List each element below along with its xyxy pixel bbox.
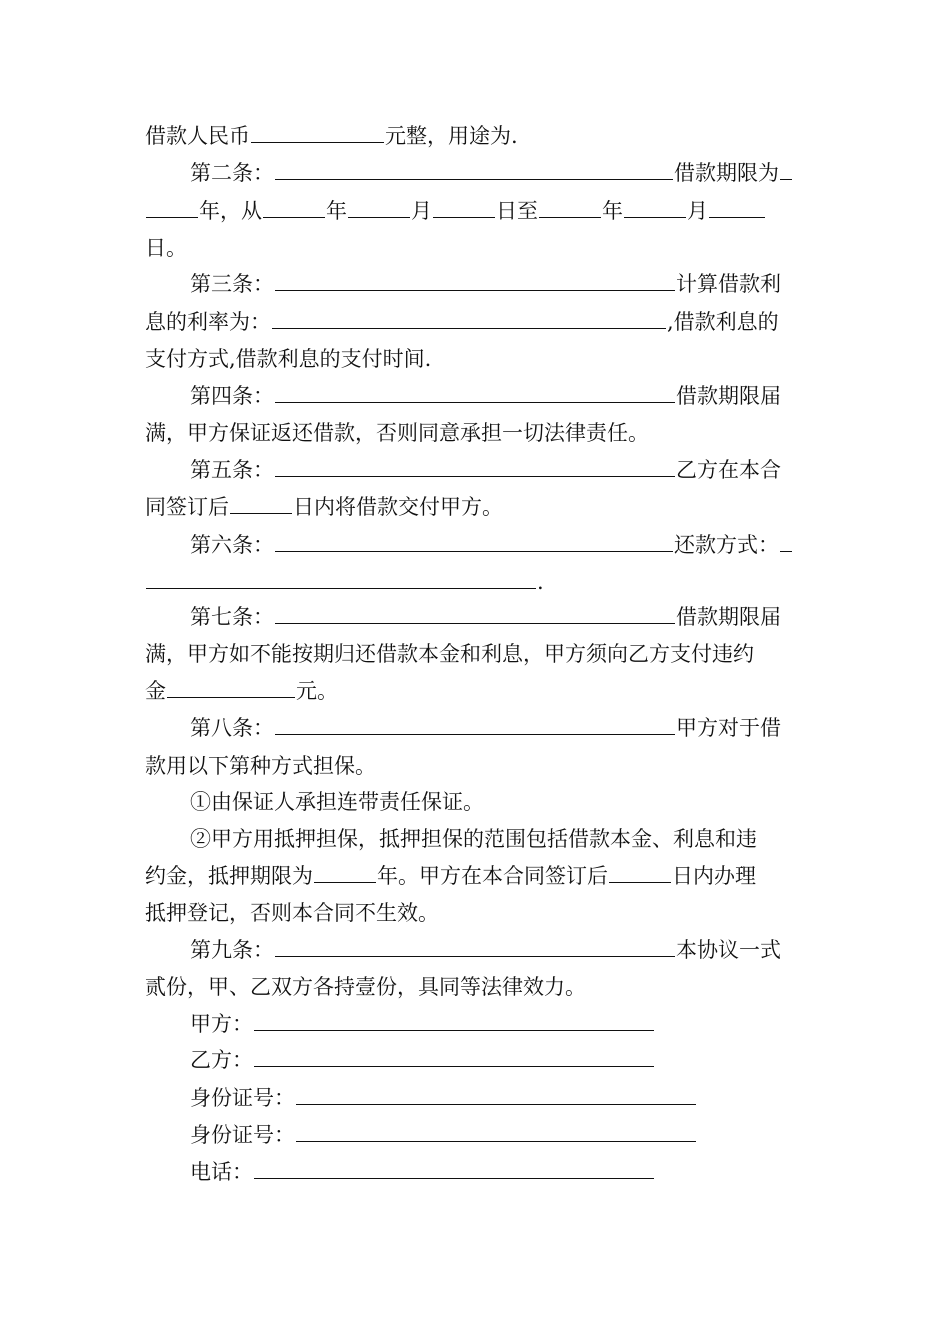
start-month-blank[interactable] bbox=[348, 199, 410, 218]
article-8-line bbox=[190, 716, 781, 742]
text: 年。甲方在本合同签订后 bbox=[377, 864, 608, 888]
registration-days-blank[interactable] bbox=[609, 864, 671, 883]
text: 第六条： bbox=[190, 533, 274, 557]
amount-blank[interactable] bbox=[251, 124, 384, 143]
text: 第七条： bbox=[190, 605, 274, 629]
start-year-blank[interactable] bbox=[263, 199, 325, 218]
start-day-blank[interactable] bbox=[433, 199, 495, 218]
text: 元。 bbox=[296, 679, 338, 703]
text: 借款人民币 bbox=[145, 124, 250, 148]
interest-rate-blank[interactable] bbox=[272, 310, 666, 329]
party-b-field[interactable] bbox=[254, 1048, 654, 1067]
penalty-line bbox=[145, 679, 338, 705]
loan-term-dates-line bbox=[145, 199, 766, 225]
text-line bbox=[190, 790, 484, 816]
text-line bbox=[145, 901, 439, 927]
text: ,借款利息的 bbox=[667, 310, 779, 334]
text: 乙方在本合 bbox=[676, 458, 781, 482]
text: 月 bbox=[687, 199, 708, 223]
text: 第三条： bbox=[190, 272, 274, 296]
term-years-blank[interactable] bbox=[146, 199, 198, 218]
text: 日至 bbox=[496, 199, 538, 223]
id-number-line-1 bbox=[190, 1086, 697, 1112]
text-line bbox=[145, 754, 376, 780]
id-number-line-2 bbox=[190, 1123, 697, 1149]
text: 息的利率为： bbox=[145, 310, 271, 334]
text: 计算借款利 bbox=[676, 272, 781, 296]
repayment-blank-start[interactable] bbox=[780, 533, 792, 552]
text: 身份证号： bbox=[190, 1086, 295, 1110]
text: 还款方式： bbox=[674, 533, 779, 557]
text: 借款期限届 bbox=[676, 384, 781, 408]
text: 年 bbox=[326, 199, 347, 223]
text: ②甲方用抵押担保，抵押担保的范围包括借款本金、利息和违 bbox=[190, 827, 757, 851]
article-8-blank[interactable] bbox=[275, 716, 675, 735]
text: 甲方对于借 bbox=[676, 716, 781, 740]
text: . bbox=[537, 570, 544, 594]
text: 支付方式,借款利息的支付时间. bbox=[145, 347, 432, 371]
text: 年，从 bbox=[199, 199, 262, 223]
article-7-line bbox=[190, 605, 781, 631]
text: 身份证号： bbox=[190, 1123, 295, 1147]
interest-rate-line bbox=[145, 310, 779, 336]
delivery-days-blank[interactable] bbox=[230, 495, 292, 514]
party-a-line bbox=[190, 1012, 655, 1038]
delivery-days-line bbox=[145, 495, 503, 521]
id-number-field-2[interactable] bbox=[296, 1123, 696, 1142]
text: 电话： bbox=[190, 1160, 253, 1184]
mortgage-term-line bbox=[145, 864, 756, 890]
phone-field[interactable] bbox=[254, 1160, 654, 1179]
text: 金 bbox=[145, 679, 166, 703]
text-line bbox=[145, 421, 649, 447]
phone-line bbox=[190, 1160, 655, 1186]
article-5-blank[interactable] bbox=[275, 458, 675, 477]
text: 日。 bbox=[145, 236, 187, 260]
text: 第九条： bbox=[190, 938, 274, 962]
text: 第八条： bbox=[190, 716, 274, 740]
end-month-blank[interactable] bbox=[624, 199, 686, 218]
party-a-field[interactable] bbox=[254, 1012, 654, 1031]
text: 乙方： bbox=[190, 1048, 253, 1072]
text: 同签订后 bbox=[145, 495, 229, 519]
article-6-blank[interactable] bbox=[275, 533, 673, 552]
text-line bbox=[145, 236, 187, 262]
id-number-field-1[interactable] bbox=[296, 1086, 696, 1105]
text: 满，甲方保证返还借款，否则同意承担一切法律责任。 bbox=[145, 421, 649, 445]
text: 款用以下第种方式担保。 bbox=[145, 754, 376, 778]
text-line bbox=[145, 975, 586, 1001]
end-year-blank[interactable] bbox=[539, 199, 601, 218]
article-5-line bbox=[190, 458, 781, 484]
text: ①由保证人承担连带责任保证。 bbox=[190, 790, 484, 814]
article-4-line bbox=[190, 384, 781, 410]
article-6-line bbox=[190, 533, 793, 559]
text: 第二条： bbox=[190, 161, 274, 185]
article-2-blank[interactable] bbox=[275, 161, 673, 180]
loan-amount-line bbox=[145, 124, 518, 150]
text: 借款期限届 bbox=[676, 605, 781, 629]
article-9-blank[interactable] bbox=[275, 938, 675, 957]
text: 本协议一式 bbox=[676, 938, 781, 962]
repayment-method-blank[interactable] bbox=[146, 570, 536, 589]
text: 月 bbox=[411, 199, 432, 223]
article-9-line bbox=[190, 938, 781, 964]
text: 借款期限为 bbox=[674, 161, 779, 185]
text: 元整，用途为. bbox=[385, 124, 518, 148]
text-line bbox=[145, 642, 754, 668]
text: 第四条： bbox=[190, 384, 274, 408]
penalty-amount-blank[interactable] bbox=[167, 679, 295, 698]
party-b-line bbox=[190, 1048, 655, 1074]
text: 年 bbox=[602, 199, 623, 223]
text: 约金，抵押期限为 bbox=[145, 864, 313, 888]
article-3-line bbox=[190, 272, 781, 298]
mortgage-years-blank[interactable] bbox=[314, 864, 376, 883]
text: 第五条： bbox=[190, 458, 274, 482]
text: 日内将借款交付甲方。 bbox=[293, 495, 503, 519]
text: 贰份，甲、乙双方各持壹份，具同等法律效力。 bbox=[145, 975, 586, 999]
term-blank-start[interactable] bbox=[780, 161, 792, 180]
article-4-blank[interactable] bbox=[275, 384, 675, 403]
text: 满，甲方如不能按期归还借款本金和利息，甲方须向乙方支付违约 bbox=[145, 642, 754, 666]
text: 日内办理 bbox=[672, 864, 756, 888]
article-2-line bbox=[190, 161, 793, 187]
repayment-method-line bbox=[145, 570, 544, 596]
text: 甲方： bbox=[190, 1012, 253, 1036]
article-7-blank[interactable] bbox=[275, 605, 675, 624]
text: 抵押登记，否则本合同不生效。 bbox=[145, 901, 439, 925]
end-day-blank[interactable] bbox=[709, 199, 765, 218]
text-line bbox=[190, 827, 757, 853]
article-3-blank[interactable] bbox=[275, 272, 675, 291]
text-line bbox=[145, 347, 431, 373]
